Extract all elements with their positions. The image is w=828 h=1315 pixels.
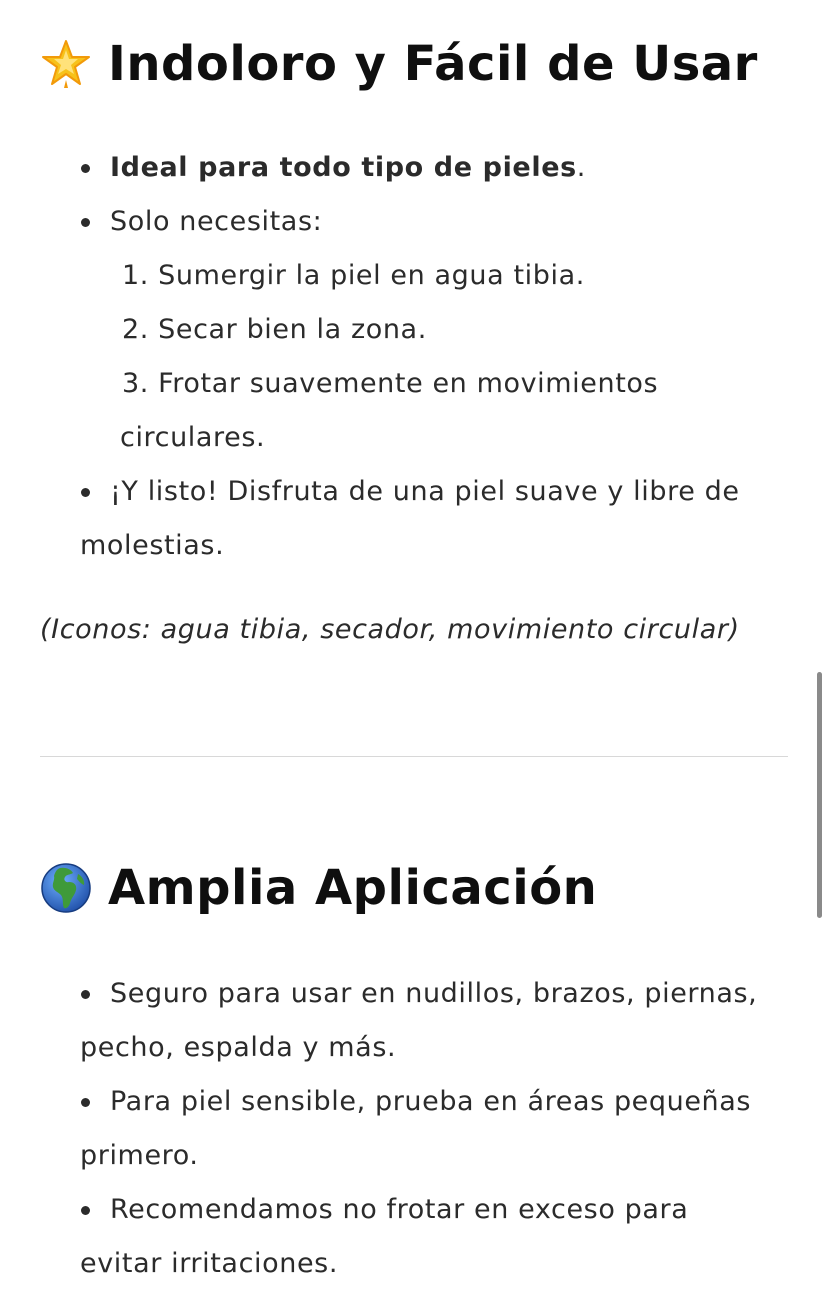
section-title: Amplia Aplicación <box>108 860 598 916</box>
section-divider <box>40 756 788 757</box>
list-item: ¡Y listo! Disfruta de una piel suave y libre de <box>110 476 740 507</box>
list-item-continuation: primero. <box>80 1140 199 1171</box>
bullet <box>81 1206 90 1215</box>
bullet <box>81 488 90 497</box>
list-item-continuation: molestias. <box>80 530 225 561</box>
vertical-scrollbar[interactable] <box>817 672 822 918</box>
step-item-continuation: circulares. <box>120 422 266 453</box>
bullet <box>81 990 90 999</box>
list-item-continuation: evitar irritaciones. <box>80 1248 339 1279</box>
section-heading-wide-application <box>40 860 597 916</box>
list-item: Solo necesitas: <box>110 206 323 237</box>
section-title: Indoloro y Fácil de Usar <box>108 36 758 92</box>
step-item: 2. Secar bien la zona. <box>122 314 427 345</box>
icons-note: (Iconos: agua tibia, secador, movimiento circular) <box>40 614 740 645</box>
step-item: 1. Sumergir la piel en agua tibia. <box>122 260 585 291</box>
glowing-star-icon <box>40 38 92 90</box>
globe-europe-africa-icon <box>40 862 92 914</box>
section-heading-painless <box>40 36 758 92</box>
list-item-punctuation: . <box>576 152 586 183</box>
list-item-bold-text: Ideal para todo tipo de pieles <box>110 152 577 183</box>
bullet <box>81 218 90 227</box>
list-item: Para piel sensible, prueba en áreas pequeñas <box>110 1086 752 1117</box>
list-item: Recomendamos no frotar en exceso para <box>110 1194 689 1225</box>
list-item-continuation: pecho, espalda y más. <box>80 1032 397 1063</box>
list-item <box>110 151 586 185</box>
bullet <box>81 164 90 173</box>
bullet <box>81 1098 90 1107</box>
list-item: Seguro para usar en nudillos, brazos, piernas, <box>110 978 758 1009</box>
step-item: 3. Frotar suavemente en movimientos <box>122 368 659 399</box>
